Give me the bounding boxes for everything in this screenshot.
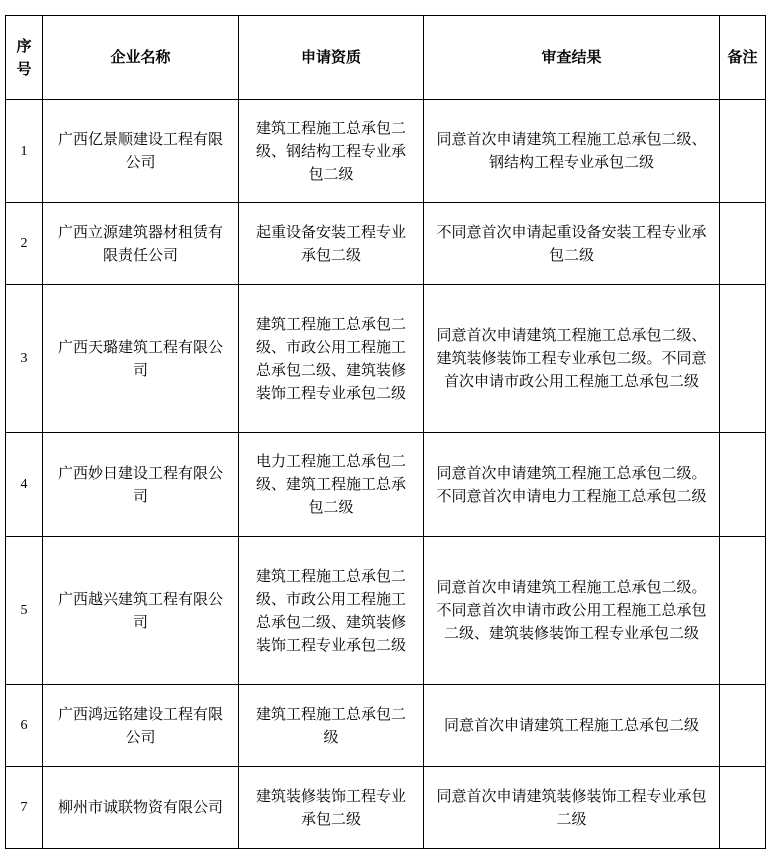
table-row [6, 100, 766, 203]
header-result: 审查结果 [424, 16, 720, 100]
result-text: 同意首次申请建筑工程施工总承包二级、建筑装修装饰工程专业承包二级。不同意首次申请市政公用工程施工总承包二级 [436, 326, 707, 390]
company-text: 广西立源建筑器材租赁有限责任公司 [57, 222, 223, 264]
company-text: 广西天璐建筑工程有限公司 [57, 337, 223, 379]
row-index: 6 [6, 685, 43, 767]
row-remark [720, 100, 766, 203]
row-index: 1 [6, 100, 43, 203]
header-qualification: 申请资质 [239, 16, 424, 100]
row-index: 4 [6, 433, 43, 537]
result-text: 不同意首次申请起重设备安装工程专业承包二级 [436, 222, 707, 264]
company-text: 广西鸿远铭建设工程有限公司 [57, 704, 223, 746]
row-qualification [239, 100, 424, 203]
row-remark [720, 203, 766, 285]
row-qualification [239, 433, 424, 537]
qualification-text: 建筑工程施工总承包二级 [255, 704, 406, 746]
row-company [43, 203, 239, 285]
row-result [424, 685, 720, 767]
row-company [43, 685, 239, 767]
row-remark [720, 433, 766, 537]
company-text: 广西亿景顺建设工程有限公司 [57, 130, 223, 171]
table-header-row [6, 16, 766, 100]
row-company [43, 285, 239, 433]
row-index: 7 [6, 767, 43, 849]
row-qualification [239, 203, 424, 285]
row-result [424, 100, 720, 203]
result-text: 同意首次申请建筑工程施工总承包二级。不同意首次申请市政公用工程施工总承包二级、建筑装修装饰工程专业承包二级 [436, 578, 707, 642]
row-remark [720, 537, 766, 685]
row-qualification [239, 537, 424, 685]
result-text: 同意首次申请建筑工程施工总承包二级、钢结构工程专业承包二级 [436, 130, 707, 171]
qualification-text: 建筑工程施工总承包二级、钢结构工程专业承包二级 [255, 118, 406, 183]
table-row [6, 767, 766, 849]
row-remark [720, 685, 766, 767]
table-row [6, 537, 766, 685]
row-result [424, 433, 720, 537]
row-qualification [239, 285, 424, 433]
result-text: 同意首次申请建筑工程施工总承包二级。不同意首次申请电力工程施工总承包二级 [436, 463, 707, 505]
row-company [43, 767, 239, 849]
row-result [424, 285, 720, 433]
qualification-text: 建筑装修装饰工程专业承包二级 [255, 786, 406, 828]
result-text: 同意首次申请建筑装修装饰工程专业承包二级 [436, 786, 707, 828]
qualification-text: 起重设备安装工程专业承包二级 [255, 222, 406, 264]
qualification-text: 建筑工程施工总承包二级、市政公用工程施工总承包二级、建筑装修装饰工程专业承包二级 [255, 314, 406, 402]
row-index: 2 [6, 203, 43, 285]
table-row [6, 433, 766, 537]
row-qualification [239, 685, 424, 767]
row-result [424, 537, 720, 685]
qualification-review-table [5, 15, 766, 849]
qualification-text: 建筑工程施工总承包二级、市政公用工程施工总承包二级、建筑装修装饰工程专业承包二级 [255, 566, 406, 654]
row-company [43, 433, 239, 537]
row-index: 5 [6, 537, 43, 685]
row-index: 3 [6, 285, 43, 433]
row-company [43, 100, 239, 203]
row-remark [720, 285, 766, 433]
row-result [424, 767, 720, 849]
result-text: 同意首次申请建筑工程施工总承包二级 [443, 716, 699, 734]
row-company [43, 537, 239, 685]
row-result [424, 203, 720, 285]
table-row [6, 685, 766, 767]
company-text: 柳州市诚联物资有限公司 [57, 798, 223, 816]
header-company: 企业名称 [43, 16, 239, 100]
table-row [6, 203, 766, 285]
header-remark: 备注 [720, 16, 766, 100]
table-row [6, 285, 766, 433]
company-text: 广西妙日建设工程有限公司 [57, 463, 223, 505]
row-qualification [239, 767, 424, 849]
header-index: 序号 [6, 16, 43, 100]
company-text: 广西越兴建筑工程有限公司 [57, 589, 223, 631]
row-remark [720, 767, 766, 849]
qualification-text: 电力工程施工总承包二级、建筑工程施工总承包二级 [255, 452, 406, 516]
